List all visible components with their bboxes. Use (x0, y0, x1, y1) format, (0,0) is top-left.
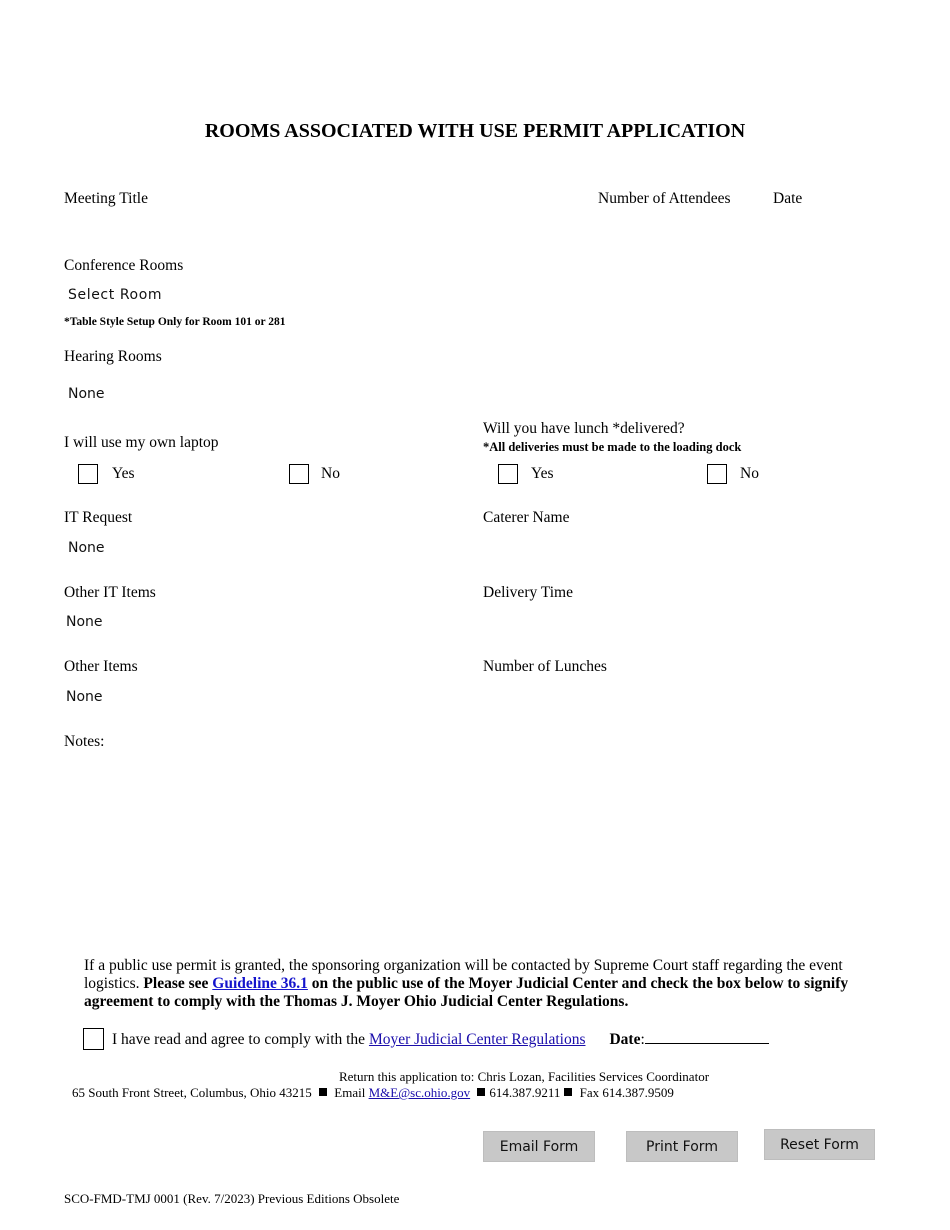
email-link[interactable]: M&E@sc.ohio.gov (368, 1085, 471, 1100)
hearing-room-select[interactable]: None (68, 386, 105, 402)
conference-rooms-label: Conference Rooms (64, 257, 184, 274)
email-form-button[interactable]: Email Form (483, 1131, 595, 1162)
deliveries-note: *All deliveries must be made to the loading dock (483, 440, 742, 454)
bullet-icon (477, 1088, 485, 1096)
contact-line: 65 South Front Street, Columbus, Ohio 43215 Email M&E@sc.ohio.gov 614.387.9211 Fax 614.387.9509 (72, 1085, 674, 1100)
other-it-items-label: Other IT Items (64, 584, 156, 601)
delivery-time-label: Delivery Time (483, 584, 573, 601)
laptop-yes-checkbox[interactable] (78, 464, 98, 484)
table-style-note: *Table Style Setup Only for Room 101 or 281 (64, 316, 286, 328)
agree-date-label: Date (609, 1031, 641, 1048)
regulations-link[interactable]: Moyer Judicial Center Regulations (368, 1031, 586, 1048)
laptop-no-checkbox[interactable] (289, 464, 309, 484)
num-attendees-label: Number of Attendees (598, 190, 731, 207)
agree-line: I have read and agree to comply with the Moyer Judicial Center Regulations Date: (112, 1031, 769, 1049)
laptop-yes-label: Yes (112, 465, 135, 482)
notes-label: Notes: (64, 733, 105, 750)
other-items-label: Other Items (64, 658, 138, 675)
lunch-yes-checkbox[interactable] (498, 464, 518, 484)
agree-date-field[interactable] (645, 1031, 769, 1044)
print-form-button[interactable]: Print Form (626, 1131, 738, 1162)
lunch-no-label: No (740, 465, 759, 482)
date-label: Date (773, 190, 803, 207)
caterer-name-label: Caterer Name (483, 509, 570, 526)
it-request-select[interactable]: None (68, 540, 105, 556)
meeting-title-label: Meeting Title (64, 190, 148, 207)
lunch-yes-label: Yes (531, 465, 554, 482)
agree-checkbox[interactable] (83, 1028, 104, 1050)
reset-form-button[interactable]: Reset Form (764, 1129, 875, 1160)
conference-room-select[interactable]: Select Room (68, 287, 163, 303)
own-laptop-label: I will use my own laptop (64, 434, 219, 451)
lunch-delivered-label: Will you have lunch *delivered? (483, 420, 685, 437)
laptop-no-label: No (321, 465, 340, 482)
agreement-paragraph: If a public use permit is granted, the sponsoring organization will be contacted by Supreme Court staff regarding the event logistics. Please see Guideline 36.1 on the public use of the Moyer Judicial Center and check the box below to signify agreement to comply with the Thomas J. Moyer Ohio Judicial Center Regulations. (84, 957, 849, 1010)
bullet-icon (319, 1088, 327, 1096)
hearing-rooms-label: Hearing Rooms (64, 348, 162, 365)
bullet-icon (564, 1088, 572, 1096)
page-title: ROOMS ASSOCIATED WITH USE PERMIT APPLICATION (204, 120, 746, 142)
it-request-label: IT Request (64, 509, 133, 526)
other-items-select[interactable]: None (66, 689, 103, 705)
other-it-items-select[interactable]: None (66, 614, 103, 630)
lunch-no-checkbox[interactable] (707, 464, 727, 484)
guideline-link[interactable]: Guideline 36.1 (212, 975, 308, 992)
number-of-lunches-label: Number of Lunches (483, 658, 607, 675)
form-footer: SCO-FMD-TMJ 0001 (Rev. 7/2023) Previous Editions Obsolete (64, 1191, 400, 1206)
return-line: Return this application to: Chris Lozan, Facilities Services Coordinator (338, 1069, 710, 1084)
